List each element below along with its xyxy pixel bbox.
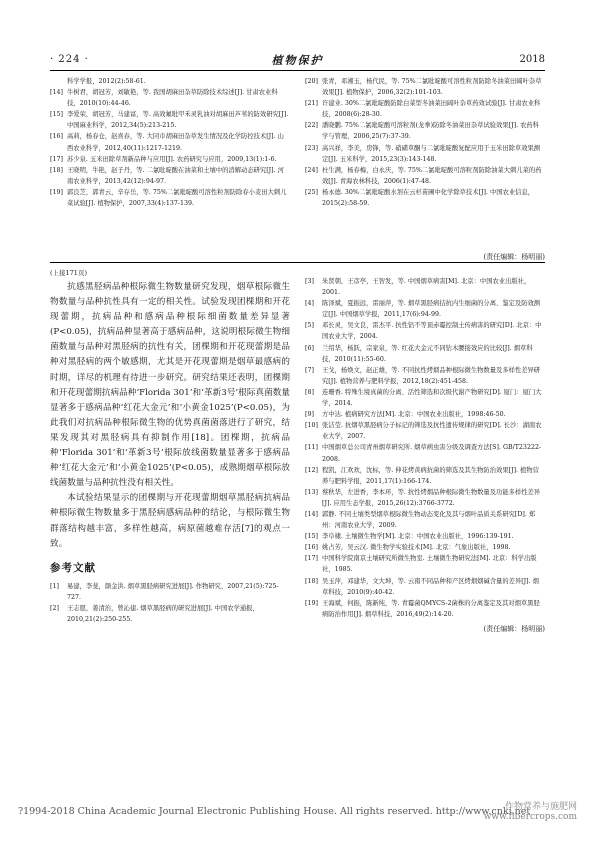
reference-text: 牛树君，胡冠芳，刘敏艳，等. 我国胡麻田杂草防除技术综述[J]. 甘肃农业科技，2010(10):44-46.: [67, 89, 278, 108]
reference-number: [8]: [305, 388, 314, 396]
reference-text: 王戈，杨焕文，赵正雄，等. 不同抗性烤烟品种根际微生物数量及多样性差异研究[J]. 植物营养与肥料学报，2012,18(2):451-458.: [322, 366, 541, 385]
reference-text: 李爱荣，胡冠芳，马建富，等. 高效氟吡甲禾灵乳油对胡麻田芦苇的防效研究[J]. 中国麻业科学，2012,34(5):213-215.: [67, 111, 289, 130]
reference-item: [305, 576, 545, 598]
reference-text: 程凯，江欢欢，沈标，等. 伸花烤黄病抗菌的筛选及其生物防治效果[J]. 植物营养与肥料学报，2011,17(1):166-174.: [322, 466, 539, 485]
journal-year: 2018: [519, 54, 545, 65]
reference-item: [305, 320, 545, 342]
continued-from-note: (上接171页): [50, 269, 87, 277]
reference-text: 郭良芝，郭青云，辛存岳，等. 75%二氯吡啶酸可溶性粒剂防除春小麦田大刺儿菜试验[J]. 植物保护，2007,33(4):137-139.: [67, 188, 287, 208]
bottom-reference-list-right: [305, 276, 545, 620]
reference-text: 许建业. 30%二氯吡啶酸防除白菜型冬油菜田阔叶杂草药效试验[J]. 甘肃农业科技，2008(6):28-30.: [322, 100, 541, 119]
reference-item: [305, 143, 545, 165]
reference-item: [50, 131, 290, 153]
reference-item: [305, 442, 545, 464]
reference-item: [305, 120, 545, 142]
reference-number: [13]: [305, 488, 318, 496]
reference-number: [21]: [305, 100, 318, 108]
reference-item: [50, 87, 290, 109]
reference-text: 郭静. 不同土壤类型烟草根际微生物动态变化及其与烟叶品质关系研究[D]. 郑州：河南农业大学，2009.: [322, 510, 536, 530]
reference-text: 王海斌，何振，陈新纯，等. 青霉菌QMYCS-2菌株的分离鉴定及其对烟草黑胫病防治作用[J]. 烟草科技，2016,49(2):14-20.: [322, 599, 540, 618]
reference-item: [305, 165, 545, 187]
reference-text: 高莉，杨春仓，赵喜春，等. 大同市胡麻田杂草发生情况及化学防控技术[J]. 山西农业科学，2012,40(11):1217-1219.: [67, 133, 284, 152]
reference-text: 张青，邓湘玉，杨代民，等. 75%二氯吡啶酸可溶性粒剂防除冬油菜田阔叶杂草效果[J]. 植物保护，2006,32(2):101-103.: [322, 78, 542, 97]
reference-text: 方中达. 植病研究方法[M]. 北京：中国农业出版社，1998:46-50.: [322, 411, 506, 419]
reference-item: [305, 487, 545, 509]
reference-item: [305, 598, 545, 620]
reference-text: 王志愿，姜清治，曾沁建. 烟草黑胫病的研究进展[J]. 中国农学通报，2010,21(2):250-255.: [67, 604, 259, 623]
reference-text: 科学学报，2012(2):58-61.: [67, 78, 146, 85]
reference-text: 王晓明，牛艳，赵子丹，等. 二氯吡啶酸在油菜和土壤中的消解动态研究[J]. 河南农业科学，2013,42(12):94-97.: [67, 166, 284, 185]
journal-name: 植物保护: [271, 54, 324, 67]
body-paragraph-2: 本试验结果显示的团棵期与开花现蕾期烟草黑胫病抗病品种根际微生物数量多于黑胫病感病品种的结论，与根际微生物群落结构越丰富，多样性越高，病原菌越难存活[7]的观点一致。: [50, 493, 290, 549]
header-rule: [50, 70, 545, 71]
reference-text: 易建，李斐，颜金洪. 烟草黑胫病研究进展[J]. 作物研究，2007,21(5):725-727.: [67, 582, 279, 601]
bottom-reference-list-left: [50, 581, 290, 625]
reference-text: 苏少泉. 玉米田除草剂新品种与应用[J]. 农药研究与应用，2009,13(1):1-6.: [67, 155, 277, 163]
reference-number: [18]: [50, 166, 63, 174]
reference-text: 张洁莹. 抗烟草黑胫病分子标记的筛选及抗性遗传规律的研究[D]. 长沙：湖南农业大学，2007.: [322, 422, 542, 441]
reference-item: [50, 187, 290, 209]
reference-item: [305, 420, 545, 442]
reference-item: [50, 109, 290, 131]
reference-number: [12]: [305, 466, 318, 474]
reference-item: [305, 509, 545, 531]
reference-item: [305, 276, 545, 298]
reference-item: [305, 465, 545, 487]
reference-number: [7]: [305, 366, 314, 374]
reference-item: [305, 409, 545, 420]
watermark-text: 作物营养与施肥网 www.fibercrops.com: [483, 802, 577, 822]
reference-item: [50, 165, 290, 187]
reference-text: 吴玉萍，邓建华，文大坤，等. 云南不同品种和产区烤烟烟碱含量的差异[J]. 烟草科技，2010(9):40-42.: [322, 577, 539, 596]
reference-text: 高兴祥，李美，房锋，等. 硝磺草酮与二氯吡啶酸复配应用于玉米田除草效果测定[J]. 玉米科学，2015,23(3):143-148.: [322, 144, 541, 163]
reference-number: [6]: [305, 344, 314, 352]
top-editor-note: (责任编辑：杨明丽): [483, 253, 545, 261]
reference-item: [305, 187, 545, 209]
reference-item: [50, 581, 290, 603]
reference-number: [3]: [305, 278, 314, 285]
reference-item: [305, 542, 545, 553]
reference-number: [15]: [305, 533, 318, 541]
reference-text: 中国科学院南京土壤研究所微生物室. 土壤微生物研究法[M]. 北京：科学出版社，1985.: [322, 555, 537, 574]
reference-number: [17]: [305, 555, 318, 563]
reference-item: [50, 154, 290, 165]
reference-item: [50, 76, 290, 87]
reference-number: [19]: [305, 599, 318, 607]
top-editor-note-wrap: [305, 248, 545, 262]
copyright-footer: [18, 802, 577, 822]
reference-text: 邓长灵，吴文良，雷杰平. 抗性钻不等顶赤霉控制土传病害的研究[D]. 北京：中国农业大学，2004.: [322, 322, 542, 341]
reference-number: [24]: [305, 166, 318, 174]
reference-text: 李阜棣. 土壤微生物学[M]. 北京：中国农业出版社，1996:139-191.: [322, 533, 514, 541]
reference-text: 杨永德. 30%二氯吡啶酸水剂在云杉苗圃中化学除草技术[J]. 中国农业信息，2015(2):58-59.: [322, 188, 535, 208]
top-reference-list-left: [50, 76, 290, 209]
reference-text: 连珊香. 特殊生境真菌的分离、活性筛选和次级代谢产物研究[D]. 厦门：厦门大学，2014.: [322, 388, 542, 408]
reference-number: [10]: [305, 422, 318, 430]
references-title: 参考文献: [50, 561, 96, 574]
reference-number: [4]: [305, 300, 314, 308]
reference-number: [11]: [305, 444, 318, 452]
reference-number: [22]: [305, 122, 318, 130]
reference-number: [5]: [305, 322, 314, 330]
copyright-text: ?1994-2018 China Academic Journal Electronic Publishing House. All rights reserved. http://www.cnki.net: [18, 806, 531, 817]
reference-number: [18]: [305, 577, 318, 585]
body-right-column: [305, 276, 545, 634]
reference-item: [305, 343, 545, 365]
reference-text: 朱贤朝，王彦亭，王智发，等. 中国烟草病害[M]. 北京：中国农业出版社，2001.: [322, 278, 531, 297]
reference-item: [305, 76, 545, 98]
reference-item: [305, 531, 545, 542]
reference-number: [2]: [50, 604, 59, 612]
reference-number: [20]: [305, 78, 318, 85]
reference-text: 潘晓鹏. 75%二氯吡啶酸可溶粒剂(龙拳)防除冬油菜田杂草试验效果[J]. 农药科学与管理，2006,25(7):37-39.: [322, 122, 539, 141]
reference-text: 姚占芳，吴云汉. 微生物学实验技术[M]. 北京：气象出版社，1998.: [322, 544, 511, 552]
reference-number: [17]: [50, 155, 63, 163]
reference-text: 兰绍华，杨跃，宗家泉，等. 红花大金元不同钻木腰接效应的比较[J]. 烟草科技，2010(11):55-60.: [322, 344, 533, 363]
reference-item: [305, 298, 545, 320]
top-reference-list-right: [305, 76, 545, 209]
reference-number: [16]: [50, 133, 63, 141]
reference-text: 杜生满，杨春梅，白永庆，等. 75%二氯吡啶酸可溶粒剂防除油菜大刺儿菜的药效[J]. 青海农林科技，2006(1):47-48.: [322, 166, 542, 185]
reference-item: [305, 98, 545, 120]
reference-item: [50, 603, 290, 625]
reference-text: 陈泽斌，夏振远，雷丽萍，等. 烟草黑胫病拮抗内生细菌的分离、鉴定及防效测定[J]. 中国烟草学报，2011,17(6):94-99.: [322, 300, 541, 319]
page-number: · 224 ·: [50, 54, 89, 65]
reference-number: [23]: [305, 144, 318, 152]
reference-text: 中国烟草总公司青州烟草研究所. 烟草病虫害分级及调查方法[S]. GB/T23222-2008.: [322, 444, 542, 463]
reference-number: [14]: [50, 89, 63, 97]
reference-number: [9]: [305, 411, 314, 419]
reference-number: [25]: [305, 188, 318, 196]
reference-item: [305, 553, 545, 575]
bottom-editor-note: (责任编辑：杨明丽): [483, 624, 545, 633]
reference-item: [305, 387, 545, 409]
body-left-column: [50, 268, 290, 625]
reference-number: [15]: [50, 111, 63, 119]
reference-number: [14]: [305, 510, 318, 518]
reference-number: [1]: [50, 582, 59, 590]
reference-item: [305, 365, 545, 387]
body-paragraph-1: 抗感黑胫病品种根际微生物数量研究发现，烟草根际微生物数量与品种抗性具有一定的相关性。试验发现团棵期和开花现蕾期，抗病品种和感病品种根际细菌数量差异显著(P<0.05)，抗病品种显著高于感病品种，这说明根际微生物细菌数量与品种对黑胫病的抗性有关，团棵期和开花现蕾期是品种对黑胫病的两个敏感期，尤其是开花现蕾期是烟草最感病的时期，详尽的机理有待进一步研究。研究结果还表明，团棵期和开花现蕾期抗病品种‘Florida 301’和‘革新3号’根际真菌数量显著多于感病品种‘红花大金元’和‘小黄金1025’(P<0.05)，为此我们对抗病品种根际微生物的优势真菌菌落进行了研究，结果发现其对黑胫病具有抑制作用[18]。团棵期，抗病品种‘Florida 301’和‘革新3号’根际放线菌数量显著多于感病品种‘红花大金元’和‘小黄金1025’(P<0.05)，成熟期烟草根际放线菌数量与品种抗性没有相关性。: [50, 282, 290, 489]
running-header: [50, 52, 545, 68]
reference-number: [16]: [305, 544, 318, 552]
reference-text: 蔡秋华，左进香，李本环，等. 抗性烤烟品种根际微生物数量及功能多样性差异[J]. 应用生态学报，2015,26(12):3766-3772.: [322, 488, 541, 507]
reference-number: [19]: [50, 188, 63, 196]
article-separator-rule: [50, 262, 545, 263]
